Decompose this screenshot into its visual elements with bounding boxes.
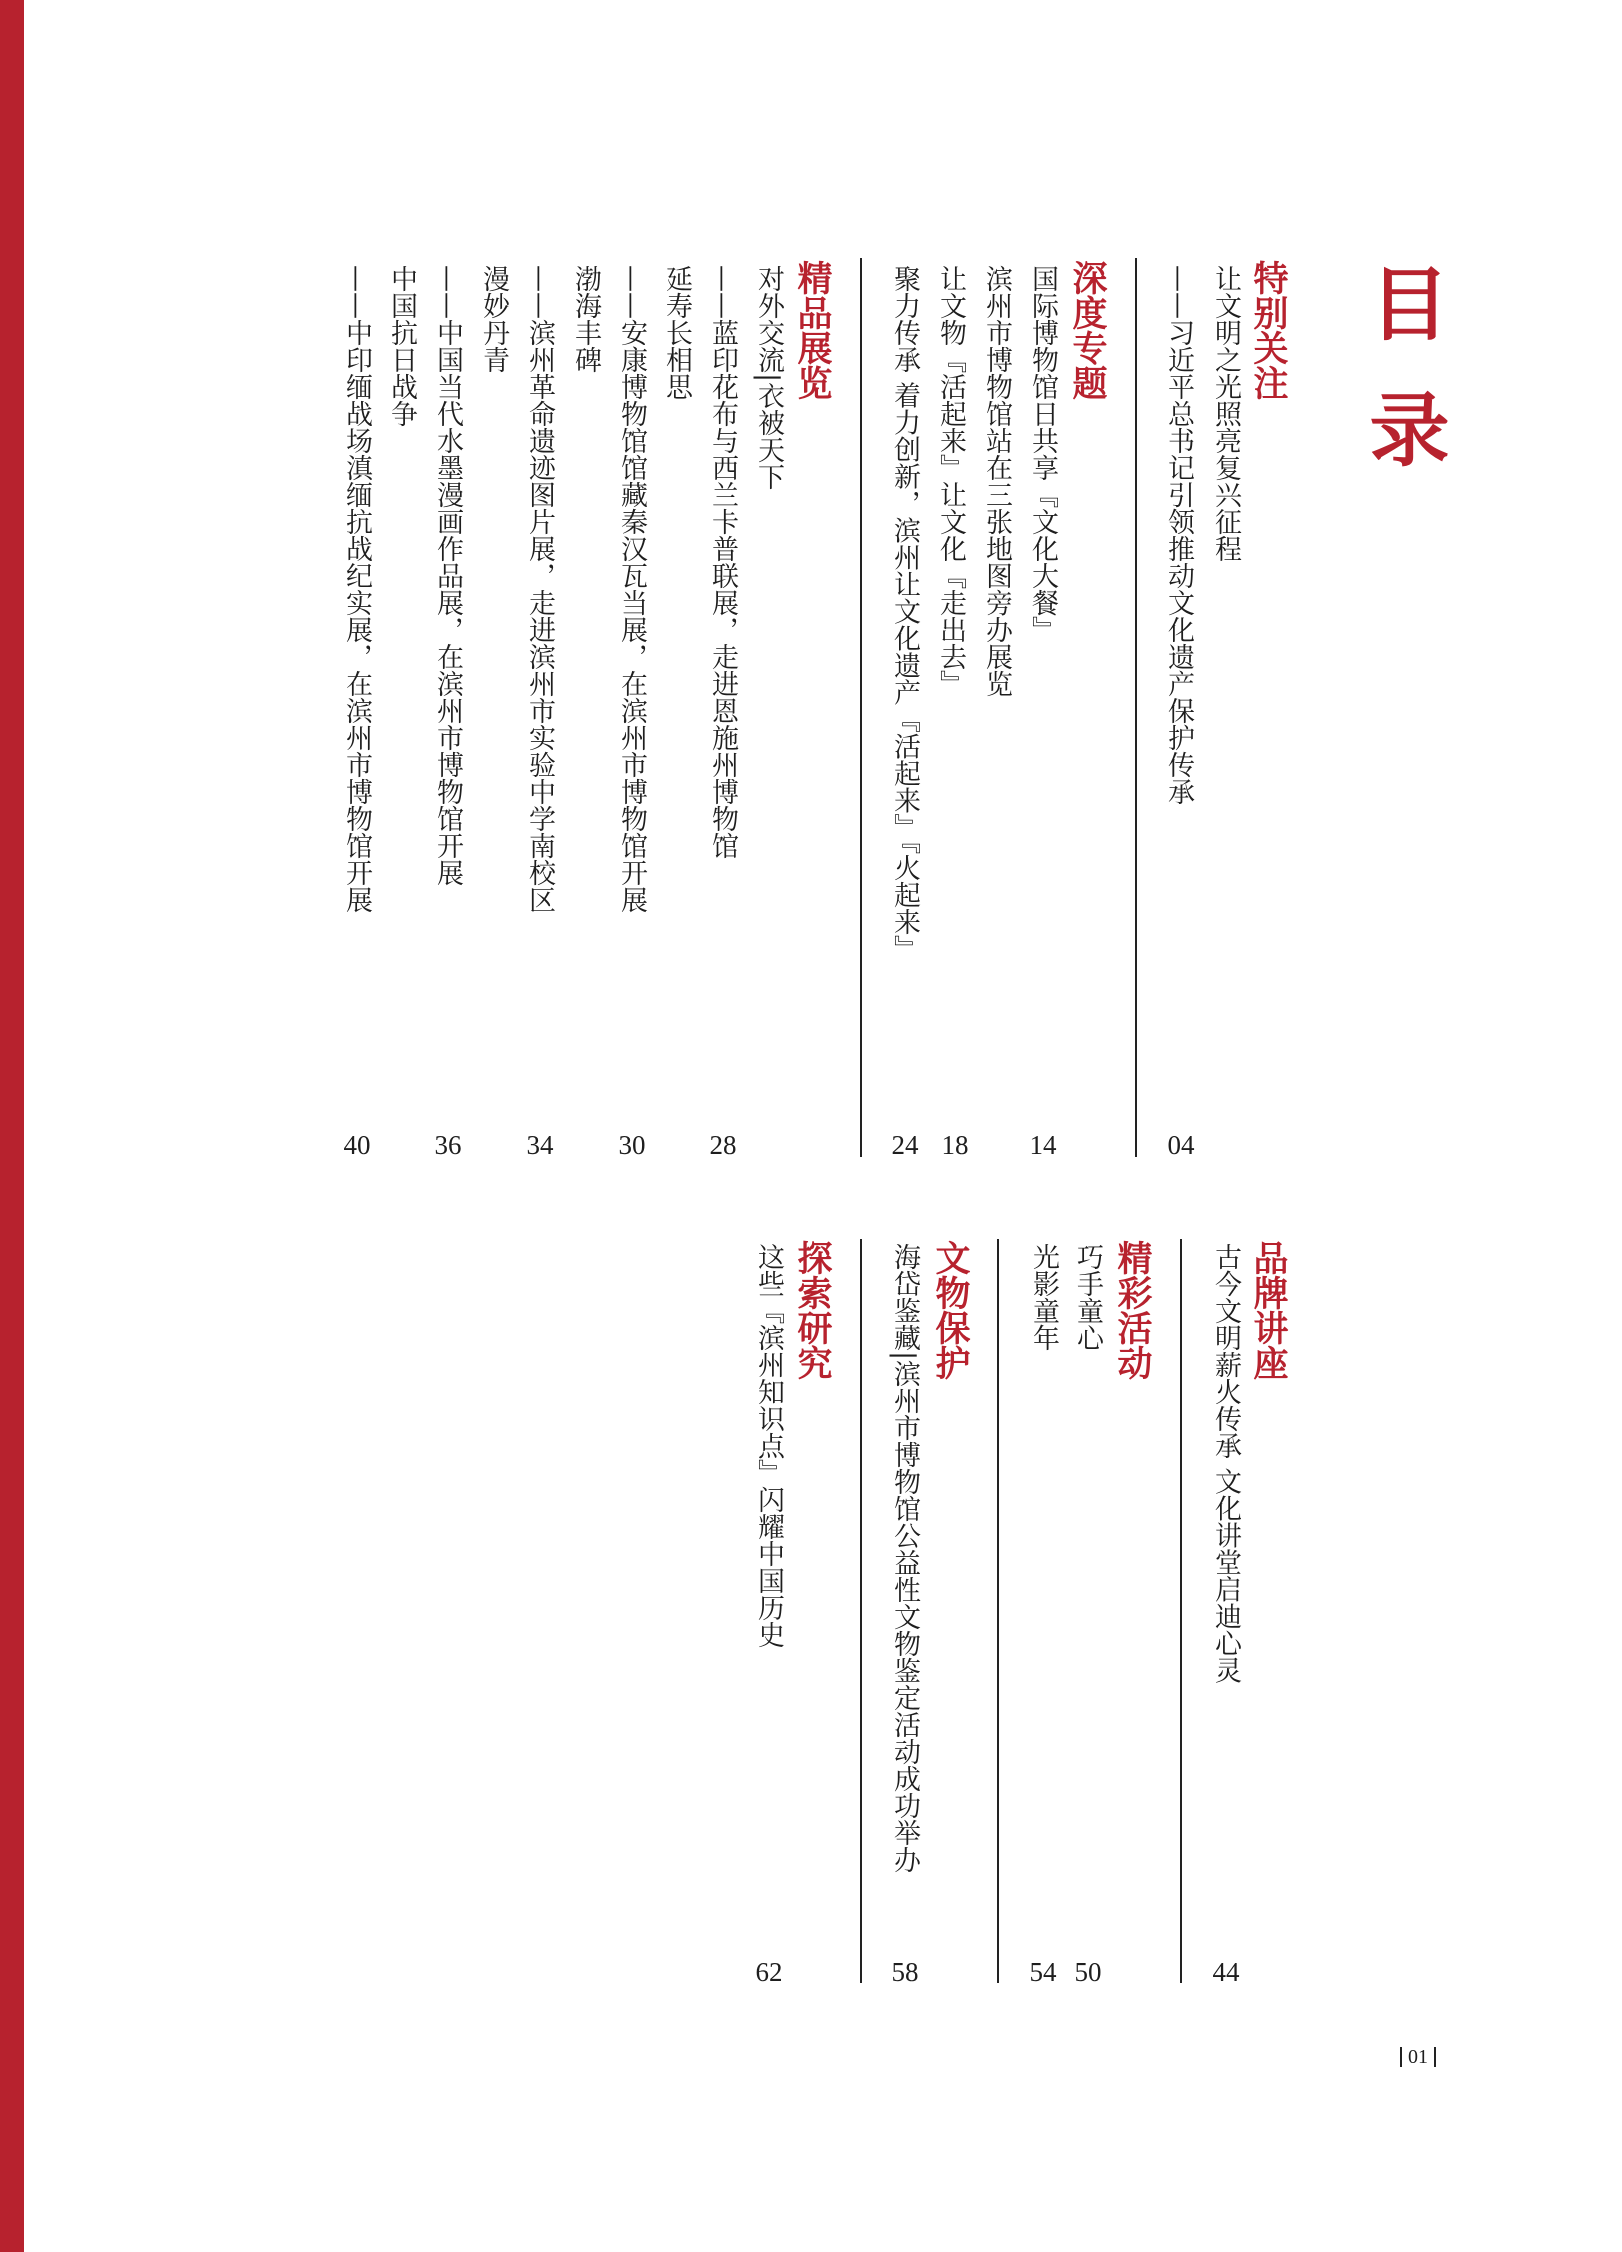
toc-page-number: 50 <box>1074 1957 1102 1987</box>
toc-entry-line: 渤海丰碑 <box>570 265 601 373</box>
section-heading-relic-protection: 文物保护 <box>930 1240 971 1380</box>
toc-page-number: 34 <box>526 1130 554 1160</box>
toc-page-number: 62 <box>755 1957 783 1987</box>
toc-entry-line: 这些『滨州知识点』闪耀中国历史 <box>753 1243 784 1648</box>
page-number-bar <box>1434 2047 1436 2067</box>
toc-page-number: 18 <box>941 1130 969 1160</box>
left-accent-bar <box>0 0 24 2252</box>
toc-entry-line: 巧手童心 <box>1072 1243 1103 1351</box>
section-divider <box>860 1239 862 1983</box>
toc-entry-subtitle: ——习近平总书记引领推动文化遗产保护传承 <box>1163 265 1194 805</box>
section-heading-special-focus: 特别关注 <box>1248 260 1289 400</box>
section-divider <box>1135 258 1137 1157</box>
toc-entry-subtitle: ——安康博物馆馆藏秦汉瓦当展，在滨州市博物馆开展 <box>616 265 647 913</box>
page-number: 01 <box>1408 2046 1428 2068</box>
page-number-bar <box>1400 2047 1402 2067</box>
toc-page-number: 04 <box>1167 1130 1195 1160</box>
toc-page-number: 44 <box>1212 1957 1240 1987</box>
section-heading-exhibitions: 精品展览 <box>792 260 833 400</box>
page-title: 目录 <box>1356 262 1450 514</box>
toc-page-number: 28 <box>709 1130 737 1160</box>
section-heading-in-depth: 深度专题 <box>1067 260 1108 400</box>
toc-entry-line: 滨州市博物馆站在三张地图旁办展览 <box>981 265 1012 697</box>
toc-entry-line: 漫妙丹青 <box>478 265 509 373</box>
section-divider <box>997 1239 999 1983</box>
toc-page-number: 54 <box>1029 1957 1057 1987</box>
toc-page-number: 14 <box>1029 1130 1057 1160</box>
toc-entry-line: 对外交流|衣被天下 <box>753 265 784 491</box>
toc-entry-subtitle: ——中印缅战场滇缅抗战纪实展，在滨州市博物馆开展 <box>341 265 372 913</box>
section-divider <box>860 258 862 1157</box>
toc-entry-line: 海岱鉴藏|滨州市博物馆公益性文物鉴定活动成功举办 <box>889 1243 920 1874</box>
toc-page-number: 58 <box>891 1957 919 1987</box>
toc-page-number: 36 <box>434 1130 462 1160</box>
toc-page-number: 30 <box>618 1130 646 1160</box>
section-heading-brand-lectures: 品牌讲座 <box>1248 1240 1289 1380</box>
section-heading-activities: 精彩活动 <box>1112 1240 1153 1380</box>
toc-entry-line: 国际博物馆日共享『文化大餐』 <box>1027 265 1058 643</box>
toc-page-number: 24 <box>891 1130 919 1160</box>
toc-entry-line: 光影童年 <box>1028 1243 1059 1351</box>
toc-entry-line: 中国抗日战争 <box>386 265 417 427</box>
toc-entry-line: 古今文明薪火传承 文化讲堂启迪心灵 <box>1210 1243 1241 1684</box>
toc-entry-line: 让文物『活起来』让文化『走出去』 <box>935 265 966 697</box>
toc-entry-subtitle: ——中国当代水墨漫画作品展，在滨州市博物馆开展 <box>432 265 463 886</box>
section-heading-research: 探索研究 <box>792 1240 833 1380</box>
toc-entry-subtitle: ——蓝印花布与西兰卡普联展，走进恩施州博物馆 <box>707 265 738 859</box>
toc-entry-line: 让文明之光照亮复兴征程 <box>1210 265 1241 562</box>
toc-page-number: 40 <box>343 1130 371 1160</box>
toc-entry-line: 聚力传承 着力创新，滨州让文化遗产『活起来』『火起来』 <box>889 265 920 963</box>
toc-entry-subtitle: ——滨州革命遗迹图片展，走进滨州市实验中学南校区 <box>524 265 555 913</box>
toc-entry-line: 延寿长相思 <box>661 265 692 400</box>
page-footer <box>1400 2047 1436 2067</box>
section-divider <box>1180 1239 1182 1983</box>
